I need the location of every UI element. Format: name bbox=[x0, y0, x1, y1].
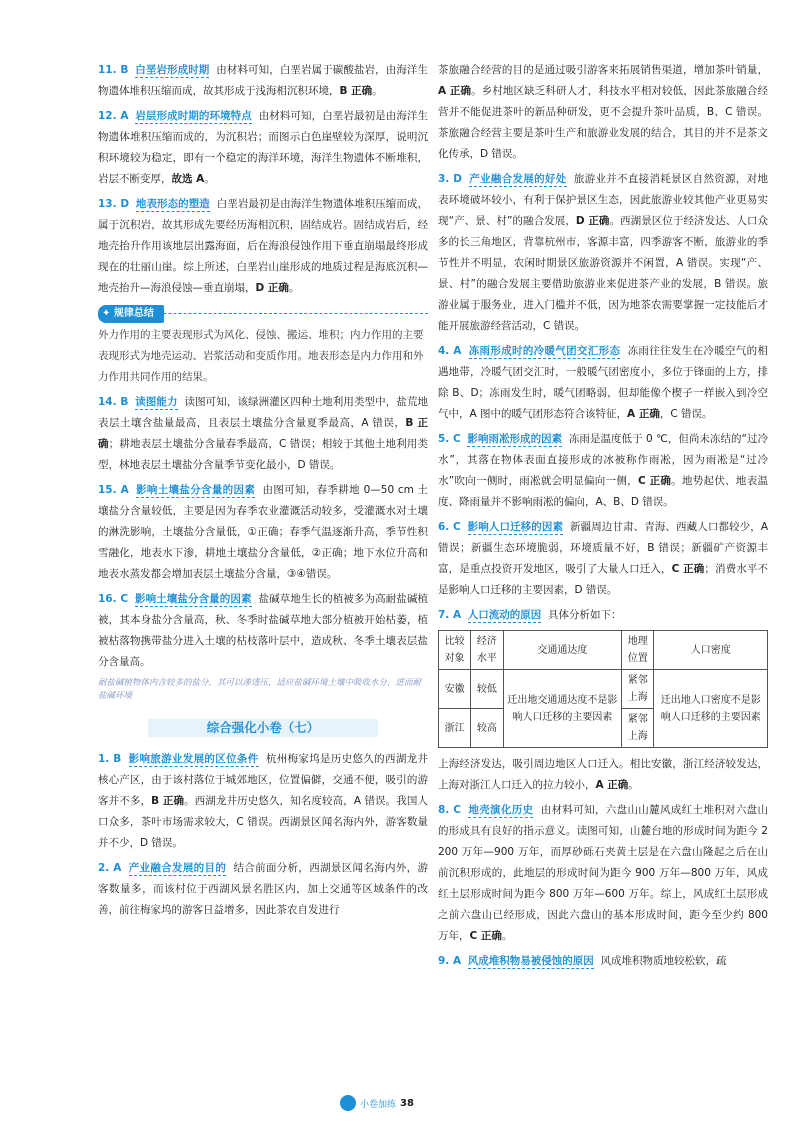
answer-b2: 2. A 产业融合发展的目的 结合前面分析，西湖景区闻名海内外，游客数量多，而该村位于西湖风景名胜区内，加上交通等区域条件的改善，前往梅家坞的游客日益增多，因此茶农自发进行 bbox=[98, 862, 428, 916]
table-header: 交通通达度 bbox=[503, 631, 622, 670]
left-column bbox=[98, 60, 428, 925]
page-number: 38 bbox=[400, 1097, 414, 1109]
answer-11: 11. B 白垩岩形成时期 由材料可知，白垩岩属于碳酸盐岩，由海洋生物遗体堆积压缩而成，故其形成于浅海相沉积环境，B 正确。 bbox=[98, 64, 429, 97]
answer-12: 12. A 岩层形成时期的环境特点 由材料可知，白垩岩最初是由海洋生物遗体堆积压缩而成的，为沉积岩；而图示白色崖壁较为深厚，说明沉积环境较为稳定，即有一个稳定的海洋环境，海洋生物遗体不断堆积，岩层不断变厚，故选 A。 bbox=[98, 110, 429, 185]
brand-logo-icon bbox=[340, 1095, 356, 1111]
table-cell: 迁出地交通通达度不是影响人口迁移的主要因素 bbox=[503, 670, 622, 748]
answer-b7-after: 上海经济发达，吸引周边地区人口迁入。相比安徽，浙江经济较发达，上海对浙江人口迁入的拉力较小，A 正确。 bbox=[438, 758, 768, 791]
tip-label: ✦ 规律总结 bbox=[98, 305, 164, 323]
tip-body: 外力作用的主要表现形式为风化、侵蚀、搬运、堆积；内力作用的主要表现形式为地壳运动、岩浆活动和变质作用。地表形态是内力作用和外力作用共同作用的结果。 bbox=[98, 329, 424, 383]
handwritten-note: 耐盐碱植物体内含较多的盐分，其可以渗透压，适应盐碱环境土壤中吸收水分，进而耐盐碱环境 bbox=[98, 678, 422, 701]
table-header: 人口密度 bbox=[654, 631, 768, 670]
table-header-row bbox=[439, 631, 768, 670]
answer-b4: 4. A 冻雨形成时的冷暖气团交汇形态 冻雨往往发生在冷暖空气的相遇地带，冷暖气团交汇时，一般暖气团密度小，多位于锋面的上方，排除 B、D；冻雨发生时，暖气团略弱，但却能像个楔子一样嵌入到冷空气中，A 图中的暖气团形态符合该特征，A 正确，C 错误。 bbox=[438, 345, 768, 420]
table-cell: 安徽 bbox=[439, 670, 471, 709]
answer-b7: 7. A 人口流动的原因 具体分析如下： bbox=[438, 609, 622, 621]
answer-b1: 1. B 影响旅游业发展的区位条件 杭州梅家坞是历史悠久的西湖龙井核心产区，由于该村落位于城郊地区，位置偏僻，交通不便，吸引的游客并不多，B 正确。西湖龙井历史悠久，知名度较高，A 错误。我国人口众多，茶叶市场需求较大，C 错误。西湖景区闻名海内外，游客数量并不少，D 错误。 bbox=[98, 753, 428, 849]
table-cell: 较低 bbox=[471, 670, 503, 709]
answer-b6: 6. C 影响人口迁移的因素 新疆周边甘肃、青海、西藏人口都较少，A 错误；新疆生态环境脆弱，环境质量不好，B 错误；新疆矿产资源丰富，是重点投资开发地区，吸引了大量人口迁入，C 正确；消费水平不是影响人口迁移的主要因素，D 错误。 bbox=[438, 521, 769, 596]
table-header: 比较对象 bbox=[439, 631, 471, 670]
footer-brand: 小卷加练 bbox=[360, 1099, 397, 1110]
table-cell: 较高 bbox=[471, 709, 503, 748]
answer-15: 15. A 影响土壤盐分含量的因素 由图可知，春季耕地 0—50 cm 土壤盐分含量较低，主要是因为春季农业灌溉活动较多，受灌溉水对土壤的淋洗影响，土壤盐分含量低，①正确；春季气温逐渐升高，季节性积雪融化，地表水下渗，耕地土壤盐分含量低，②正确；地下水位升高和地表水蒸发都会增加表层土壤盐分含量，③④错误。 bbox=[98, 484, 429, 580]
answer-b5: 5. C 影响雨凇形成的因素 冻雨是温度低于 0 ℃，但尚未冻结的“过冷水”，其落在物体表面直接形成的冰被称作雨凇，因为雨凇是“过冷水”吹向一侧时，雨凇就会明显偏向一侧，C 正确。地势起伏、地表温度、降雨量并不影响雨凇的偏向，A、B、D 错误。 bbox=[438, 433, 768, 508]
comparison-table bbox=[438, 630, 768, 748]
table-header: 经济水平 bbox=[471, 631, 503, 670]
table-row bbox=[439, 670, 768, 709]
answer-16: 16. C 影响土壤盐分含量的因素 盐碱草地生长的植被多为高耐盐碱植被，其本身盐分含量高，秋、冬季时盐碱草地大部分植被开始枯萎，植被枯落物携带盐分进入土壤的枯枝落叶层中，造成秋、冬季土壤表层盐分含量高。 bbox=[98, 593, 429, 668]
table-header: 地理位置 bbox=[622, 631, 654, 670]
bulb-icon: ✦ bbox=[102, 308, 111, 319]
page-footer bbox=[340, 1095, 414, 1111]
answer-b2-cont: 茶旅融合经营的目的是通过吸引游客来拓展销售渠道，增加茶叶销量，A 正确。乡村地区缺乏科研人才，科技水平相对较低，因此茶旅融合经营并不能促进茶叶的新品种研发，更不会提升茶叶品质，B、C 错误。茶旅融合经营主要是茶叶生产和旅游业发展的结合，其目的并不是茶文化传承，D 错误。 bbox=[438, 64, 768, 160]
table-cell: 迁出地人口密度不是影响人口迁移的主要因素 bbox=[654, 670, 768, 748]
table-cell: 紧邻上海 bbox=[622, 670, 654, 709]
answer-b3: 3. D 产业融合发展的好处 旅游业并不直接消耗景区自然资源，对地表环境破坏较小，有利于保护景区生态，因此旅游业较其他产业更易实现“产、景、村”的融合发展，D 正确。西湖景区位于经济发达、人口众多的长三角地区，背靠杭州市，客源丰富，四季游客不断，旅游业的季节性并不明显，农闲时期景区旅游资源并不闲置，A 错误。实现“产、景、村”的融合发展主要借助旅游业来促进茶产业的发展，B 错误。旅游业属于服务业，进入门槛并不低，因为地茶农需要掌握一定技能后才能开展旅游经营活动，C 错误。 bbox=[438, 173, 769, 332]
table-cell: 紧邻上海 bbox=[622, 709, 654, 748]
section-title: 综合强化小卷（七） bbox=[98, 717, 428, 739]
table-cell: 浙江 bbox=[439, 709, 471, 748]
answer-13: 13. D 地表形态的塑造 白垩岩最初是由海洋生物遗体堆积压缩而成，属于沉积岩，故其形成先要经历海相沉积，固结成岩。固结成岩后，经地壳抬升作用该地层出露海面，后在海浪侵蚀作用下垂直崩塌最终形成现在的壮丽山崖。综上所述，白垩岩山崖形成的地质过程是海底沉积—地壳抬升—海浪侵蚀—垂直崩塌，D 正确。 bbox=[98, 198, 428, 294]
right-column bbox=[438, 60, 768, 976]
answer-b8: 8. C 地壳演化历史 由材料可知，六盘山山麓风成红土堆积对六盘山的形成具有良好的指示意义。读图可知，山麓台地的形成时间为距今 2 200 万年—900 万年，而厚砂砾石夹黄土层是在六盘山隆起之后在山前沉积形成的，此地层的形成时间为距今 900 万年—800 万年，风成红土层形成时间为距今 800 万年—600 万年。综上，风成红土层形成之前六盘山已经形成，因此六盘山的基本形成时间，距今至少约 800 万年，C 正确。 bbox=[438, 804, 769, 942]
answer-14: 14. B 读图能力 读图可知，该绿洲灌区四种土地利用类型中，盐荒地表层土壤含盐量最高，且表层土壤盐分含量夏季最高，A 错误，B 正确；耕地表层土壤盐分含量春季最高，C 错误；相较于其他土地利用类型，林地表层土壤盐分含量季节变化最小，D 错误。 bbox=[98, 396, 429, 471]
answer-b9: 9. A 风成堆积物易被侵蚀的原因 风成堆积物质地较松软，疏 bbox=[438, 955, 727, 967]
tip-header bbox=[98, 305, 428, 323]
